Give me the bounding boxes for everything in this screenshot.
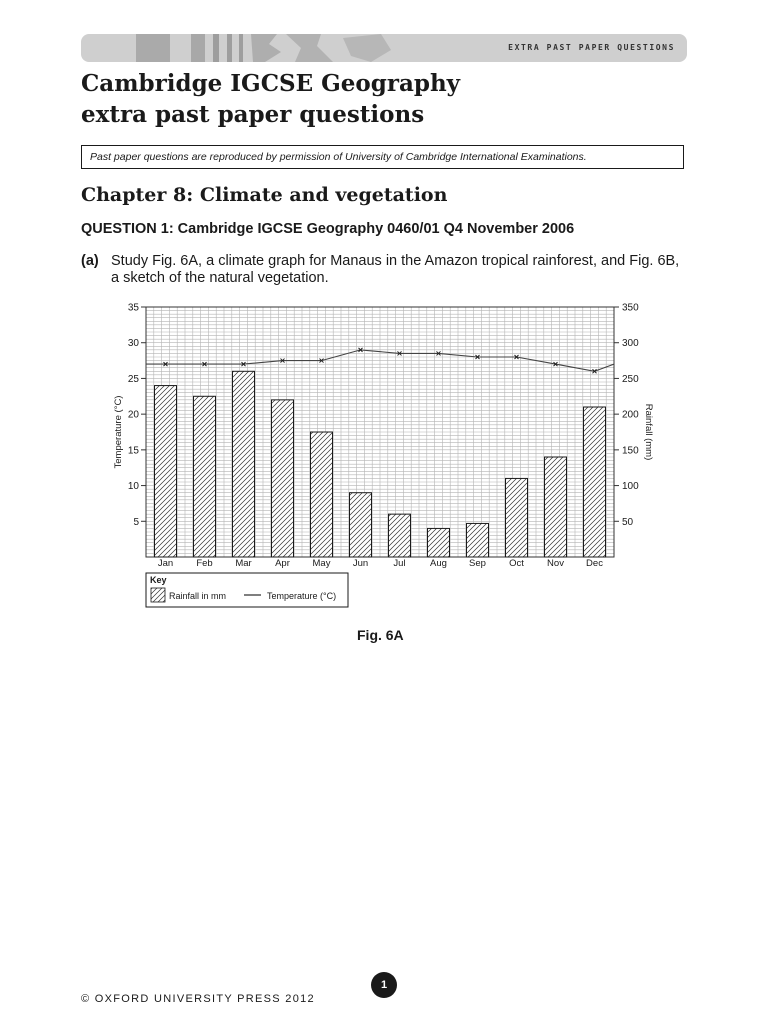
rainfall-bar-jul <box>389 514 411 557</box>
right-axis-tick-label: 150 <box>622 445 639 457</box>
left-axis-tick-label: 35 <box>127 302 139 314</box>
left-axis-tick-label: 15 <box>127 445 139 457</box>
figure-caption: Fig. 6A <box>357 627 404 643</box>
rainfall-bar-feb <box>194 396 216 557</box>
rainfall-bar-apr <box>272 400 294 557</box>
legend-rainfall-swatch <box>151 588 165 602</box>
rainfall-bar-sep <box>467 523 489 557</box>
x-axis-tick-label: Mar <box>235 558 252 569</box>
page-title-line-2: extra past paper questions <box>81 101 425 128</box>
right-axis-tick-label: 350 <box>622 302 639 314</box>
rainfall-bar-aug <box>428 528 450 557</box>
question-heading: QUESTION 1: Cambridge IGCSE Geography 0460/01 Q4 November 2006 <box>81 221 575 237</box>
x-axis-tick-label: Apr <box>275 558 290 569</box>
right-axis-title: Rainfall (mm) <box>643 403 654 461</box>
legend-temperature-label: Temperature (°C) <box>267 591 337 601</box>
page-number: 1 <box>371 972 397 998</box>
footer-copyright: © OXFORD UNIVERSITY PRESS 2012 <box>81 993 315 1005</box>
right-axis-tick-label: 300 <box>622 338 639 350</box>
chapter-heading: Chapter 8: Climate and vegetation <box>81 184 448 206</box>
right-axis-tick-label: 250 <box>622 373 639 385</box>
x-axis-tick-label: Aug <box>430 558 447 569</box>
left-axis-tick-label: 10 <box>127 481 139 493</box>
right-axis-tick-label: 100 <box>622 481 639 493</box>
x-axis-tick-label: Jan <box>157 558 174 569</box>
part-text: Study Fig. 6A, a climate graph for Manaus in the Amazon tropical rainforest, and Fig. 6B, a sketch of the natural vegetation. <box>111 253 680 286</box>
x-axis-tick-label: Jul <box>393 558 406 569</box>
x-axis-tick-label: May <box>312 558 331 569</box>
rainfall-bar-jan <box>155 386 177 557</box>
chart-grid <box>146 307 614 557</box>
left-axis-tick-label: 30 <box>127 338 139 350</box>
left-axis-tick-label: 25 <box>127 373 139 385</box>
rainfall-bar-mar <box>233 371 255 557</box>
x-axis-tick-label: Dec <box>586 558 603 569</box>
legend-title: Key <box>150 575 167 585</box>
left-axis-title: Temperature (°C) <box>113 395 124 469</box>
left-axis-tick-label: 5 <box>133 516 139 528</box>
x-axis-tick-label: Nov <box>547 558 564 569</box>
page-title-line-1: Cambridge IGCSE Geography <box>81 70 461 97</box>
permission-notice: Past paper questions are reproduced by permission of University of Cambridge International Examinations. <box>81 145 684 169</box>
x-axis-tick-label: Sep <box>469 558 486 569</box>
rainfall-bar-nov <box>545 457 567 557</box>
x-axis-tick-label: Oct <box>509 558 524 569</box>
right-axis-tick-label: 50 <box>622 516 634 528</box>
x-axis-tick-label: Feb <box>196 558 213 569</box>
rainfall-bar-oct <box>506 478 528 557</box>
rainfall-bar-dec <box>584 407 606 557</box>
right-axis-tick-label: 200 <box>622 409 639 421</box>
left-axis-tick-label: 20 <box>127 409 139 421</box>
rainfall-bar-may <box>311 432 333 557</box>
banner-label: EXTRA PAST PAPER QUESTIONS <box>508 43 675 52</box>
legend-box <box>146 573 348 607</box>
legend-rainfall-label: Rainfall in mm <box>169 591 227 601</box>
chart-legend <box>146 573 348 607</box>
rainfall-bar-jun <box>350 493 372 557</box>
x-axis-tick-label: Jun <box>352 558 369 569</box>
part-label: (a) <box>81 253 99 269</box>
